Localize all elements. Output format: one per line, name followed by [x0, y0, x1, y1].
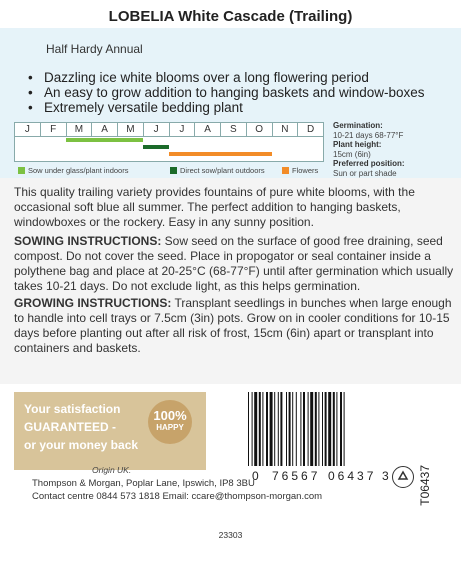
calendar-bar: [169, 152, 272, 156]
barcode-bar: [333, 392, 335, 466]
barcode-bar: [325, 392, 327, 466]
germination-value: 10-21 days 68-77°F: [333, 130, 404, 140]
barcode-bar: [336, 392, 337, 466]
sowing-calendar: [14, 122, 324, 162]
barcode-bar: [262, 392, 263, 466]
position-label: Preferred position:: [333, 159, 405, 168]
barcode-digits-right: 06437: [328, 469, 377, 483]
growing-instructions: [14, 296, 454, 356]
seal-label: HAPPY: [156, 423, 184, 432]
barcode-bar: [310, 392, 313, 466]
legend-label: Direct sow/plant outdoors: [180, 166, 265, 175]
barcode-bar: [248, 392, 249, 466]
barcode-bar: [303, 392, 305, 466]
sowing-heading: SOWING INSTRUCTIONS:: [14, 234, 162, 248]
feature-item: • An easy to grow addition to hanging baskets and window-boxes: [28, 85, 425, 100]
growing-heading: GROWING INSTRUCTIONS:: [14, 296, 172, 310]
calendar-month: O: [247, 123, 273, 136]
contact-line: Contact centre 0844 573 1818 Email: ccare@thompson-morgan.com: [32, 491, 323, 502]
calendar-month: F: [41, 123, 67, 136]
origin-label: Origin UK.: [92, 465, 132, 475]
legend-swatch: [282, 167, 289, 174]
barcode-bar: [344, 392, 345, 466]
product-title: LOBELIA White Cascade (Trailing): [108, 8, 353, 25]
calendar-month: M: [67, 123, 93, 136]
calendar-month: M: [118, 123, 144, 136]
barcode-bar: [278, 392, 279, 466]
growing-text: Transplant seedlings in bunches when large enough to handle into cell trays or 7.5cm (3in) pots. Grow on in cooler conditions for 10-15 days before planting out after all risk of frost, 15cm (6in) apart or transplant into containers and baskets.: [14, 296, 452, 355]
barcode-bar: [289, 392, 291, 466]
feature-list: [28, 70, 425, 115]
guarantee-line: or your money back: [24, 438, 139, 452]
calendar-month: D: [307, 124, 315, 135]
barcode-bar: [322, 392, 323, 466]
calendar-month: J: [170, 123, 196, 136]
legend-item-sow-indoors: [18, 166, 128, 175]
barcode-bar: [296, 392, 297, 466]
footer-number: 23303: [218, 530, 243, 540]
barcode-bar: [254, 392, 257, 466]
legend-label: Sow under glass/plant indoors: [28, 166, 129, 175]
barcode-digit-last: 3: [382, 469, 389, 483]
height-value: 15cm (6in): [333, 149, 371, 159]
barcode-digits-left: 76567: [272, 469, 321, 483]
calendar-months: [15, 123, 323, 137]
calendar-month: A: [92, 123, 118, 136]
barcode-digit-first: 0: [252, 469, 259, 483]
product-code-text: T06437: [418, 465, 432, 506]
barcode-bar: [328, 392, 331, 466]
barcode-bar: [286, 392, 287, 466]
barcode-bar: [270, 392, 273, 466]
guarantee-line: GUARANTEED -: [24, 420, 116, 434]
legend-swatch: [18, 167, 25, 174]
barcode-bar: [300, 392, 301, 466]
barcode-bar: [318, 392, 319, 466]
barcode-bar: [280, 392, 282, 466]
barcode-bar: [274, 392, 275, 466]
calendar-month: S: [221, 123, 247, 136]
sowing-text: Sow seed on the surface of good free draining, seed compost. Do not cover the seed. Place in propogator or seal container inside a polythene bag and place at 20-25°C (68-77°F) until after germination which usually takes 10-21 days. Do not exclude light, as this helps germination.: [14, 234, 454, 293]
legend-item-flowers: [282, 166, 318, 175]
calendar-month: N: [273, 123, 299, 136]
plant-type-label: Half Hardy Annual: [46, 42, 143, 56]
barcode-bar: [315, 392, 317, 466]
barcode-bar: [259, 392, 261, 466]
barcode-bar: [340, 392, 342, 466]
calendar-month: J: [15, 123, 41, 136]
position-value: Sun or part shade: [333, 168, 397, 178]
barcode-bar: [252, 392, 253, 466]
calendar-bar: [143, 145, 169, 149]
barcode: [244, 392, 402, 488]
guarantee-line: Your satisfaction: [24, 402, 121, 416]
growing-info: [333, 121, 405, 178]
calendar-bar: [66, 138, 143, 142]
feature-item: • Dazzling ice white blooms over a long flowering period: [28, 70, 425, 85]
sowing-instructions: [14, 234, 454, 294]
variety-description: This quality trailing variety provides fountains of pure white blooms, with the occasional soft blue all summer. The perfect addition to hanging baskets, windowboxes or the rockery. Easy in any sunny position.: [14, 185, 415, 229]
barcode-bar: [292, 392, 293, 466]
company-address: Thompson & Morgan, Poplar Lane, Ipswich, IP8 3BU: [32, 478, 255, 489]
barcode-bar: [308, 392, 309, 466]
legend-label: Flowers: [292, 166, 319, 175]
seal-percent: 100%: [153, 408, 187, 423]
germination-label: Germination:: [333, 121, 383, 130]
barcode-bar: [266, 392, 268, 466]
legend-swatch: [170, 167, 177, 174]
calendar-month: A: [195, 123, 221, 136]
happy-seal: [148, 400, 192, 444]
legend-item-sow-outdoors: [170, 166, 265, 175]
feature-item: • Extremely versatile bedding plant: [28, 100, 425, 115]
height-label: Plant height:: [333, 140, 382, 149]
recycle-icon: [392, 466, 414, 488]
calendar-month: J: [144, 123, 170, 136]
product-code: [418, 465, 432, 533]
